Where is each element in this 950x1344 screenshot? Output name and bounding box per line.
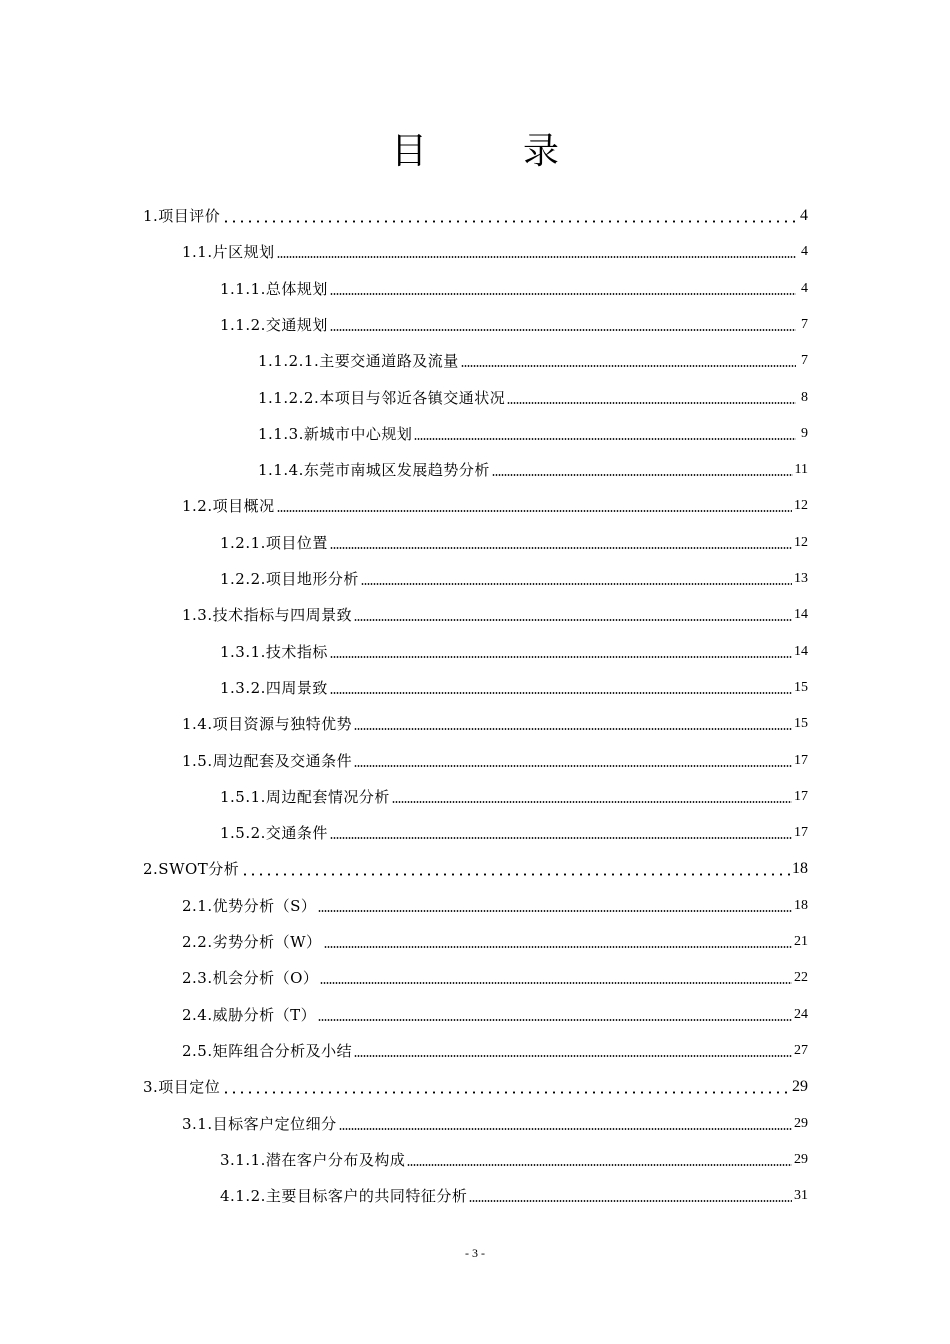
toc-entry-page-number: 9 <box>801 425 808 441</box>
toc-entry-page-number: 22 <box>794 970 808 986</box>
toc-dot-leader <box>354 728 792 730</box>
toc-entry-label: 4.1.2.主要目标客户的共同特征分析 <box>220 1187 468 1206</box>
toc-entry[interactable] <box>143 190 808 226</box>
toc-entry-label: 1.1.2.交通规划 <box>220 315 328 334</box>
toc-entry-label: 3.1.1.潜在客户分布及构成 <box>220 1150 406 1169</box>
toc-entry-label: 1.5.1.周边配套情况分析 <box>220 787 390 806</box>
toc-entry-page-number: 11 <box>794 462 808 478</box>
toc-entry-label: 1.2.1.项目位置 <box>220 533 328 552</box>
toc-entry[interactable] <box>182 698 808 734</box>
toc-entry-page-number: 4 <box>801 280 808 296</box>
toc-entry[interactable] <box>258 408 808 444</box>
toc-entry-page-number: 17 <box>794 825 808 841</box>
toc-entry-label: 1.1.4.东莞市南城区发展趋势分析 <box>258 461 490 480</box>
toc-entry[interactable] <box>220 553 808 589</box>
toc-dot-leader <box>339 1128 792 1130</box>
toc-entry[interactable] <box>220 771 808 807</box>
toc-dot-leader <box>320 982 792 984</box>
toc-entry-page-number: 29 <box>792 1078 808 1096</box>
toc-entry-page-number: 7 <box>801 353 808 369</box>
toc-entry-label: 2.4.威胁分析（T） <box>182 1005 317 1024</box>
toc-entry[interactable] <box>220 662 808 698</box>
toc-entry-page-number: 29 <box>794 1151 808 1167</box>
toc-entry[interactable] <box>220 626 808 662</box>
toc-entry-page-number: 14 <box>794 643 808 659</box>
toc-entry[interactable] <box>220 1170 808 1206</box>
toc-entry-label: 1.4.项目资源与独特优势 <box>182 715 353 734</box>
toc-dot-leader <box>461 365 796 367</box>
toc-dot-leader <box>330 547 792 549</box>
toc-entry[interactable] <box>220 299 808 335</box>
toc-entry[interactable] <box>182 989 808 1025</box>
toc-entry[interactable] <box>182 480 808 516</box>
toc-entry[interactable] <box>182 226 808 262</box>
toc-dot-leader <box>354 1055 792 1057</box>
toc-entry-label: 1.2.2.项目地形分析 <box>220 570 359 588</box>
toc-dot-leader <box>222 1091 790 1094</box>
toc-dot-leader <box>361 583 792 585</box>
toc-entry[interactable] <box>143 1061 808 1097</box>
toc-entry-label: 1.1.2.1.主要交通道路及流量 <box>258 352 459 371</box>
toc-dot-leader <box>414 438 796 440</box>
toc-entry-page-number: 31 <box>794 1188 808 1204</box>
toc-entry-label: 2.5.矩阵组合分析及小结 <box>182 1041 353 1060</box>
table-of-contents <box>0 190 950 1230</box>
toc-dot-leader <box>277 510 792 512</box>
toc-entry-page-number: 27 <box>794 1042 808 1058</box>
toc-dot-leader <box>492 474 793 476</box>
toc-entry[interactable] <box>182 1098 808 1134</box>
toc-entry[interactable] <box>182 589 808 625</box>
toc-entry-label: 1.1.1.总体规划 <box>220 279 328 298</box>
toc-entry-label: 1.5.周边配套及交通条件 <box>182 751 353 770</box>
toc-dot-leader <box>318 1019 792 1021</box>
toc-entry[interactable] <box>258 335 808 371</box>
toc-entry-page-number: 21 <box>794 934 808 949</box>
toc-entry-page-number: 8 <box>801 389 808 405</box>
toc-entry-label: 2.1.优势分析（S） <box>182 896 317 915</box>
toc-entry-label: 1.1.片区规划 <box>182 243 275 262</box>
toc-entry-page-number: 29 <box>794 1115 808 1131</box>
toc-entry-label: 2.2.劣势分析（W） <box>182 933 322 951</box>
toc-entry-page-number: 17 <box>794 752 808 768</box>
toc-entry-page-number: 12 <box>794 498 808 514</box>
toc-entry[interactable] <box>258 372 808 408</box>
toc-dot-leader <box>392 801 792 803</box>
toc-dot-leader <box>318 910 792 912</box>
toc-entry-label: 2.3.机会分析（O） <box>182 969 319 988</box>
toc-entry-label: 2.SWOT分析 <box>143 860 240 879</box>
toc-entry-label: 1.1.3.新城市中心规划 <box>258 424 413 443</box>
toc-dot-leader <box>330 837 792 839</box>
toc-entry-page-number: 12 <box>794 534 808 550</box>
toc-dot-leader <box>324 946 792 948</box>
toc-entry[interactable] <box>220 1134 808 1170</box>
toc-entry-page-number: 4 <box>800 207 808 224</box>
page-number: - 3 - <box>465 1246 485 1260</box>
toc-dot-leader <box>407 1164 792 1166</box>
toc-entry[interactable] <box>220 263 808 299</box>
toc-entry-page-number: 13 <box>794 571 808 586</box>
toc-entry-label: 1.2.项目概况 <box>182 497 275 516</box>
toc-entry-page-number: 17 <box>794 788 808 804</box>
toc-entry-label: 1.项目评价 <box>143 207 221 225</box>
toc-dot-leader <box>277 256 796 258</box>
toc-entry-label: 1.1.2.2.本项目与邻近各镇交通状况 <box>258 388 506 407</box>
toc-dot-leader <box>354 619 792 621</box>
toc-dot-leader <box>330 329 796 331</box>
toc-entry-page-number: 7 <box>801 316 808 332</box>
toc-entry-label: 1.3.2.四周景致 <box>220 678 328 697</box>
toc-entry[interactable] <box>220 807 808 843</box>
toc-entry-page-number: 24 <box>794 1006 808 1022</box>
toc-entry[interactable] <box>182 880 808 916</box>
toc-dot-leader <box>469 1200 792 1202</box>
toc-entry-page-number: 4 <box>801 244 808 260</box>
toc-entry-label: 3.项目定位 <box>143 1078 221 1097</box>
toc-entry-label: 1.3.技术指标与四周景致 <box>182 606 353 625</box>
toc-entry-page-number: 15 <box>794 679 808 695</box>
toc-dot-leader <box>241 873 790 876</box>
toc-entry-label: 1.5.2.交通条件 <box>220 824 328 843</box>
toc-entry[interactable] <box>143 843 808 879</box>
toc-entry-label: 3.1.目标客户定位细分 <box>182 1114 337 1133</box>
toc-entry-page-number: 15 <box>794 716 808 732</box>
toc-entry[interactable] <box>182 1025 808 1061</box>
toc-dot-leader <box>507 402 796 404</box>
toc-entry[interactable] <box>182 916 808 952</box>
toc-dot-leader <box>330 692 792 694</box>
toc-entry-page-number: 14 <box>794 607 808 623</box>
toc-entry-page-number: 18 <box>794 897 808 913</box>
toc-dot-leader <box>354 765 792 767</box>
toc-entry[interactable] <box>182 735 808 771</box>
toc-entry[interactable] <box>258 444 808 480</box>
toc-entry-page-number: 18 <box>792 860 808 878</box>
toc-dot-leader <box>330 293 796 295</box>
page-title: 目 录 <box>390 131 589 172</box>
toc-dot-leader <box>222 220 796 223</box>
toc-dot-leader <box>330 656 792 658</box>
toc-entry-label: 1.3.1.技术指标 <box>220 642 328 661</box>
toc-entry[interactable] <box>182 952 808 988</box>
toc-entry[interactable] <box>220 517 808 553</box>
